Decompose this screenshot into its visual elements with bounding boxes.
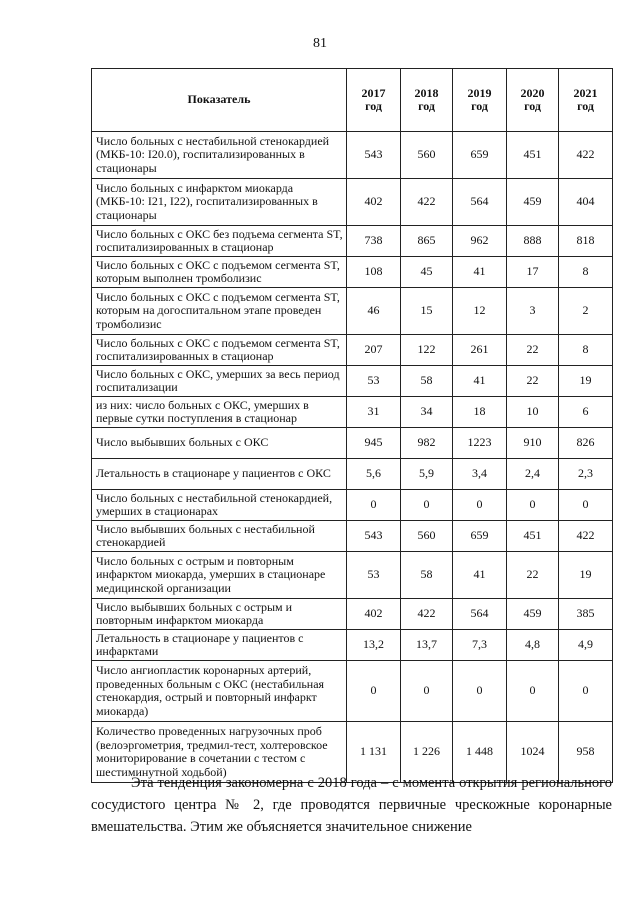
cell-value: 10 bbox=[507, 397, 559, 428]
table-row bbox=[92, 459, 613, 490]
cell-value: 385 bbox=[559, 599, 613, 630]
cell-value: 945 bbox=[347, 428, 401, 459]
page-number: 81 bbox=[313, 36, 327, 51]
cell-value: 422 bbox=[401, 179, 453, 226]
cell-value: 459 bbox=[507, 599, 559, 630]
cell-value: 0 bbox=[507, 490, 559, 521]
cell-value: 34 bbox=[401, 397, 453, 428]
cell-value: 459 bbox=[507, 179, 559, 226]
cell-value: 560 bbox=[401, 132, 453, 179]
cell-value: 8 bbox=[559, 257, 613, 288]
cell-value: 45 bbox=[401, 257, 453, 288]
row-label: Число больных с нестабильной стенокардией (МКБ-10: I20.0), госпитализированных в стационары bbox=[92, 132, 347, 179]
cell-value: 46 bbox=[347, 288, 401, 335]
cell-value: 404 bbox=[559, 179, 613, 226]
cell-value: 564 bbox=[453, 599, 507, 630]
cell-value: 962 bbox=[453, 226, 507, 257]
cell-value: 5,6 bbox=[347, 459, 401, 490]
cell-value: 31 bbox=[347, 397, 401, 428]
cell-value: 982 bbox=[401, 428, 453, 459]
cell-value: 1 226 bbox=[401, 722, 453, 783]
cell-value: 451 bbox=[507, 132, 559, 179]
cell-value: 402 bbox=[347, 599, 401, 630]
header-year: 2019 год bbox=[453, 69, 507, 132]
cell-value: 41 bbox=[453, 257, 507, 288]
cell-value: 15 bbox=[401, 288, 453, 335]
cell-value: 13,2 bbox=[347, 630, 401, 661]
cell-value: 58 bbox=[401, 366, 453, 397]
cell-value: 543 bbox=[347, 521, 401, 552]
cell-value: 422 bbox=[559, 132, 613, 179]
cell-value: 41 bbox=[453, 366, 507, 397]
cell-value: 12 bbox=[453, 288, 507, 335]
cell-value: 7,3 bbox=[453, 630, 507, 661]
cell-value: 2 bbox=[559, 288, 613, 335]
table-row bbox=[92, 257, 613, 288]
table-row bbox=[92, 179, 613, 226]
cell-value: 1 448 bbox=[453, 722, 507, 783]
row-label: Число ангиопластик коронарных артерий, проведенных больным с ОКС (нестабильная стенокардия, острый и повторный инфаркт миокарда) bbox=[92, 661, 347, 722]
cell-value: 659 bbox=[453, 521, 507, 552]
row-label: Летальность в стационаре у пациентов с ОКС bbox=[92, 459, 347, 490]
cell-value: 738 bbox=[347, 226, 401, 257]
row-label: Число больных с нестабильной стенокардией, умерших в стационарах bbox=[92, 490, 347, 521]
row-label: Число больных с ОКС без подъема сегмента ST, госпитализированных в стационар bbox=[92, 226, 347, 257]
row-label: Число больных с ОКС, умерших за весь период госпитализации bbox=[92, 366, 347, 397]
cell-value: 8 bbox=[559, 335, 613, 366]
cell-value: 122 bbox=[401, 335, 453, 366]
table-row bbox=[92, 521, 613, 552]
header-year: 2021 год bbox=[559, 69, 613, 132]
header-indicator: Показатель bbox=[92, 69, 347, 132]
row-label: Число выбывших больных с острым и повторным инфарктом миокарда bbox=[92, 599, 347, 630]
cell-value: 1024 bbox=[507, 722, 559, 783]
cell-value: 0 bbox=[453, 490, 507, 521]
row-label: Число выбывших больных с ОКС bbox=[92, 428, 347, 459]
table-row bbox=[92, 226, 613, 257]
cell-value: 422 bbox=[559, 521, 613, 552]
cell-value: 1223 bbox=[453, 428, 507, 459]
cell-value: 1 131 bbox=[347, 722, 401, 783]
row-label: Летальность в стационаре у пациентов с инфарктами bbox=[92, 630, 347, 661]
table-row bbox=[92, 132, 613, 179]
cell-value: 0 bbox=[401, 490, 453, 521]
row-label: Число больных с инфарктом миокарда (МКБ-10: I21, I22), госпитализированных в стационары bbox=[92, 179, 347, 226]
cell-value: 560 bbox=[401, 521, 453, 552]
cell-value: 4,8 bbox=[507, 630, 559, 661]
cell-value: 422 bbox=[401, 599, 453, 630]
row-label: Число больных с острым и повторным инфарктом миокарда, умерших в стационаре медицинской организации bbox=[92, 552, 347, 599]
row-label: Число выбывших больных с нестабильной стенокардией bbox=[92, 521, 347, 552]
table-row bbox=[92, 599, 613, 630]
header-year: 2017 год bbox=[347, 69, 401, 132]
cell-value: 543 bbox=[347, 132, 401, 179]
cell-value: 4,9 bbox=[559, 630, 613, 661]
cell-value: 910 bbox=[507, 428, 559, 459]
row-label: Число больных с ОКС с подъемом сегмента ST, госпитализированных в стационар bbox=[92, 335, 347, 366]
row-label: Число больных с ОКС с подъемом сегмента ST, которым на догоспитальном этапе проведен тромболизис bbox=[92, 288, 347, 335]
cell-value: 2,4 bbox=[507, 459, 559, 490]
cell-value: 18 bbox=[453, 397, 507, 428]
cell-value: 818 bbox=[559, 226, 613, 257]
cell-value: 17 bbox=[507, 257, 559, 288]
cell-value: 261 bbox=[453, 335, 507, 366]
cell-value: 19 bbox=[559, 366, 613, 397]
table-header-row bbox=[92, 69, 613, 132]
row-label: Количество проведенных нагрузочных проб (велоэргометрия, тредмил-тест, холтеровское мониторирование в сочетании с тестом с шестиминутной ходьбой) bbox=[92, 722, 347, 783]
cell-value: 0 bbox=[507, 661, 559, 722]
cell-value: 22 bbox=[507, 366, 559, 397]
cell-value: 13,7 bbox=[401, 630, 453, 661]
table-row bbox=[92, 335, 613, 366]
cell-value: 0 bbox=[401, 661, 453, 722]
cell-value: 5,9 bbox=[401, 459, 453, 490]
cell-value: 108 bbox=[347, 257, 401, 288]
header-year: 2018 год bbox=[401, 69, 453, 132]
body-paragraph: Эта тенденция закономерна с 2018 года – с момента открытия регионального сосудистого центра № 2, где проводятся первичные чрескожные коронарные вмешательства. Этим же объясняется значительное снижение bbox=[91, 775, 612, 835]
cell-value: 22 bbox=[507, 552, 559, 599]
table-row bbox=[92, 397, 613, 428]
cell-value: 53 bbox=[347, 366, 401, 397]
cell-value: 888 bbox=[507, 226, 559, 257]
cell-value: 0 bbox=[559, 661, 613, 722]
row-label: Число больных с ОКС с подъемом сегмента ST, которым выполнен тромболизис bbox=[92, 257, 347, 288]
table-row bbox=[92, 552, 613, 599]
cell-value: 958 bbox=[559, 722, 613, 783]
cell-value: 659 bbox=[453, 132, 507, 179]
row-label: из них: число больных с ОКС, умерших в первые сутки поступления в стационар bbox=[92, 397, 347, 428]
cell-value: 19 bbox=[559, 552, 613, 599]
cell-value: 0 bbox=[559, 490, 613, 521]
cell-value: 402 bbox=[347, 179, 401, 226]
cell-value: 826 bbox=[559, 428, 613, 459]
cell-value: 3 bbox=[507, 288, 559, 335]
table-row bbox=[92, 661, 613, 722]
cell-value: 22 bbox=[507, 335, 559, 366]
table-row bbox=[92, 366, 613, 397]
cell-value: 58 bbox=[401, 552, 453, 599]
cell-value: 0 bbox=[347, 490, 401, 521]
cell-value: 53 bbox=[347, 552, 401, 599]
table-row bbox=[92, 630, 613, 661]
cell-value: 0 bbox=[453, 661, 507, 722]
cell-value: 2,3 bbox=[559, 459, 613, 490]
header-year: 2020 год bbox=[507, 69, 559, 132]
table-row bbox=[92, 288, 613, 335]
cell-value: 0 bbox=[347, 661, 401, 722]
indicators-table bbox=[91, 68, 613, 783]
cell-value: 6 bbox=[559, 397, 613, 428]
cell-value: 564 bbox=[453, 179, 507, 226]
cell-value: 41 bbox=[453, 552, 507, 599]
table-row bbox=[92, 490, 613, 521]
cell-value: 207 bbox=[347, 335, 401, 366]
cell-value: 865 bbox=[401, 226, 453, 257]
table-row bbox=[92, 428, 613, 459]
cell-value: 451 bbox=[507, 521, 559, 552]
cell-value: 3,4 bbox=[453, 459, 507, 490]
